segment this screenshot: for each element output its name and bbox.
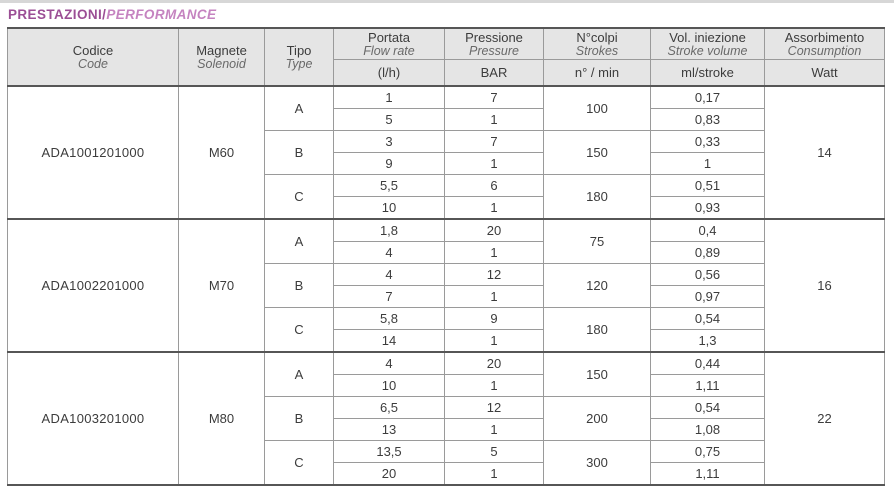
- col-header-strokes: [544, 28, 651, 60]
- unit-pressure: BAR: [445, 60, 544, 87]
- flow-rate-cell: 13: [334, 419, 445, 441]
- solenoid-cell: M80: [179, 352, 265, 485]
- flow-rate-cell: 4: [334, 264, 445, 286]
- header-label-en: Solenoid: [197, 56, 246, 71]
- page-title: [8, 7, 894, 22]
- page-title-english: PERFORMANCE: [106, 7, 217, 22]
- header-label-it: Portata: [368, 29, 410, 45]
- header-label-it: Vol. iniezione: [669, 29, 746, 45]
- header-label-it: Pressione: [465, 29, 523, 45]
- flow-rate-cell: 7: [334, 286, 445, 308]
- stroke-volume-cell: 0,4: [651, 219, 765, 242]
- header-label-it: Codice: [72, 42, 114, 58]
- table-row: [8, 352, 885, 375]
- strokes-cell: 75: [544, 219, 651, 264]
- flow-rate-cell: 14: [334, 330, 445, 353]
- pressure-cell: 1: [445, 109, 544, 131]
- type-cell: A: [265, 86, 334, 131]
- pressure-cell: 7: [445, 86, 544, 109]
- pressure-cell: 1: [445, 375, 544, 397]
- flow-rate-cell: 6,5: [334, 397, 445, 419]
- pressure-cell: 12: [445, 397, 544, 419]
- type-cell: C: [265, 308, 334, 353]
- type-cell: B: [265, 264, 334, 308]
- col-header-flow-rate: [334, 28, 445, 60]
- stroke-volume-cell: 1,11: [651, 375, 765, 397]
- strokes-cell: 150: [544, 131, 651, 175]
- pressure-cell: 12: [445, 264, 544, 286]
- watt-cell: 22: [765, 352, 885, 485]
- flow-rate-cell: 5: [334, 109, 445, 131]
- col-header-stroke-volume: [651, 28, 765, 60]
- type-cell: B: [265, 397, 334, 441]
- pressure-cell: 1: [445, 419, 544, 441]
- flow-rate-cell: 20: [334, 463, 445, 486]
- pressure-cell: 6: [445, 175, 544, 197]
- pressure-cell: 1: [445, 242, 544, 264]
- stroke-volume-cell: 0,51: [651, 175, 765, 197]
- stroke-volume-cell: 1,11: [651, 463, 765, 486]
- stroke-volume-cell: 0,54: [651, 308, 765, 330]
- stroke-volume-cell: 0,54: [651, 397, 765, 419]
- stroke-volume-cell: 0,44: [651, 352, 765, 375]
- table-row: [8, 219, 885, 242]
- flow-rate-cell: 4: [334, 242, 445, 264]
- stroke-volume-cell: 1: [651, 153, 765, 175]
- pressure-cell: 7: [445, 131, 544, 153]
- stroke-volume-cell: 0,56: [651, 264, 765, 286]
- pressure-cell: 20: [445, 219, 544, 242]
- unit-consumption: Watt: [765, 60, 885, 87]
- stroke-volume-cell: 1,08: [651, 419, 765, 441]
- header-label-it: Assorbimento: [784, 29, 865, 45]
- strokes-cell: 120: [544, 264, 651, 308]
- pressure-cell: 1: [445, 153, 544, 175]
- type-cell: C: [265, 441, 334, 486]
- solenoid-cell: M70: [179, 219, 265, 352]
- unit-stroke-volume: ml/stroke: [651, 60, 765, 87]
- flow-rate-cell: 1: [334, 86, 445, 109]
- header-label-it: N°colpi: [576, 29, 618, 45]
- unit-strokes: n° / min: [544, 60, 651, 87]
- strokes-cell: 180: [544, 308, 651, 353]
- unit-flow-rate: (l/h): [334, 60, 445, 87]
- header-label-en: Pressure: [468, 43, 520, 58]
- type-cell: C: [265, 175, 334, 220]
- stroke-volume-cell: 0,33: [651, 131, 765, 153]
- header-label-it: Tipo: [286, 42, 312, 58]
- flow-rate-cell: 9: [334, 153, 445, 175]
- header-label-en: Code: [78, 56, 108, 71]
- type-cell: B: [265, 131, 334, 175]
- strokes-cell: 300: [544, 441, 651, 486]
- strokes-cell: 200: [544, 397, 651, 441]
- pressure-cell: 1: [445, 286, 544, 308]
- col-header-solenoid: [179, 28, 265, 86]
- stroke-volume-cell: 0,83: [651, 109, 765, 131]
- watt-cell: 16: [765, 219, 885, 352]
- pressure-cell: 9: [445, 308, 544, 330]
- stroke-volume-cell: 1,3: [651, 330, 765, 353]
- stroke-volume-cell: 0,93: [651, 197, 765, 220]
- stroke-volume-cell: 0,17: [651, 86, 765, 109]
- type-cell: A: [265, 352, 334, 397]
- header-label-en: Type: [285, 56, 313, 71]
- pressure-cell: 1: [445, 197, 544, 220]
- performance-table: [7, 27, 885, 486]
- stroke-volume-cell: 0,97: [651, 286, 765, 308]
- pressure-cell: 1: [445, 463, 544, 486]
- header-label-en: Strokes: [575, 43, 619, 58]
- strokes-cell: 100: [544, 86, 651, 131]
- table-body: [8, 86, 885, 485]
- flow-rate-cell: 1,8: [334, 219, 445, 242]
- pressure-cell: 5: [445, 441, 544, 463]
- col-header-code: [8, 28, 179, 86]
- flow-rate-cell: 5,8: [334, 308, 445, 330]
- solenoid-cell: M60: [179, 86, 265, 219]
- stroke-volume-cell: 0,89: [651, 242, 765, 264]
- flow-rate-cell: 13,5: [334, 441, 445, 463]
- col-header-pressure: [445, 28, 544, 60]
- flow-rate-cell: 10: [334, 197, 445, 220]
- pressure-cell: 1: [445, 330, 544, 353]
- pressure-cell: 20: [445, 352, 544, 375]
- flow-rate-cell: 10: [334, 375, 445, 397]
- header-label-en: Consumption: [787, 43, 862, 58]
- col-header-consumption: [765, 28, 885, 60]
- header-label-it: Magnete: [196, 42, 247, 58]
- stroke-volume-cell: 0,75: [651, 441, 765, 463]
- flow-rate-cell: 4: [334, 352, 445, 375]
- code-cell: ADA1002201000: [8, 219, 179, 352]
- code-cell: ADA1001201000: [8, 86, 179, 219]
- strokes-cell: 150: [544, 352, 651, 397]
- col-header-type: [265, 28, 334, 86]
- table-row: [8, 86, 885, 109]
- table-header: [8, 28, 885, 86]
- flow-rate-cell: 5,5: [334, 175, 445, 197]
- strokes-cell: 180: [544, 175, 651, 220]
- flow-rate-cell: 3: [334, 131, 445, 153]
- code-cell: ADA1003201000: [8, 352, 179, 485]
- watt-cell: 14: [765, 86, 885, 219]
- type-cell: A: [265, 219, 334, 264]
- page-title-italian: PRESTAZIONI/: [8, 7, 107, 22]
- page-top-strip: [0, 0, 894, 3]
- header-label-en: Flow rate: [363, 43, 415, 58]
- header-label-en: Stroke volume: [667, 43, 748, 58]
